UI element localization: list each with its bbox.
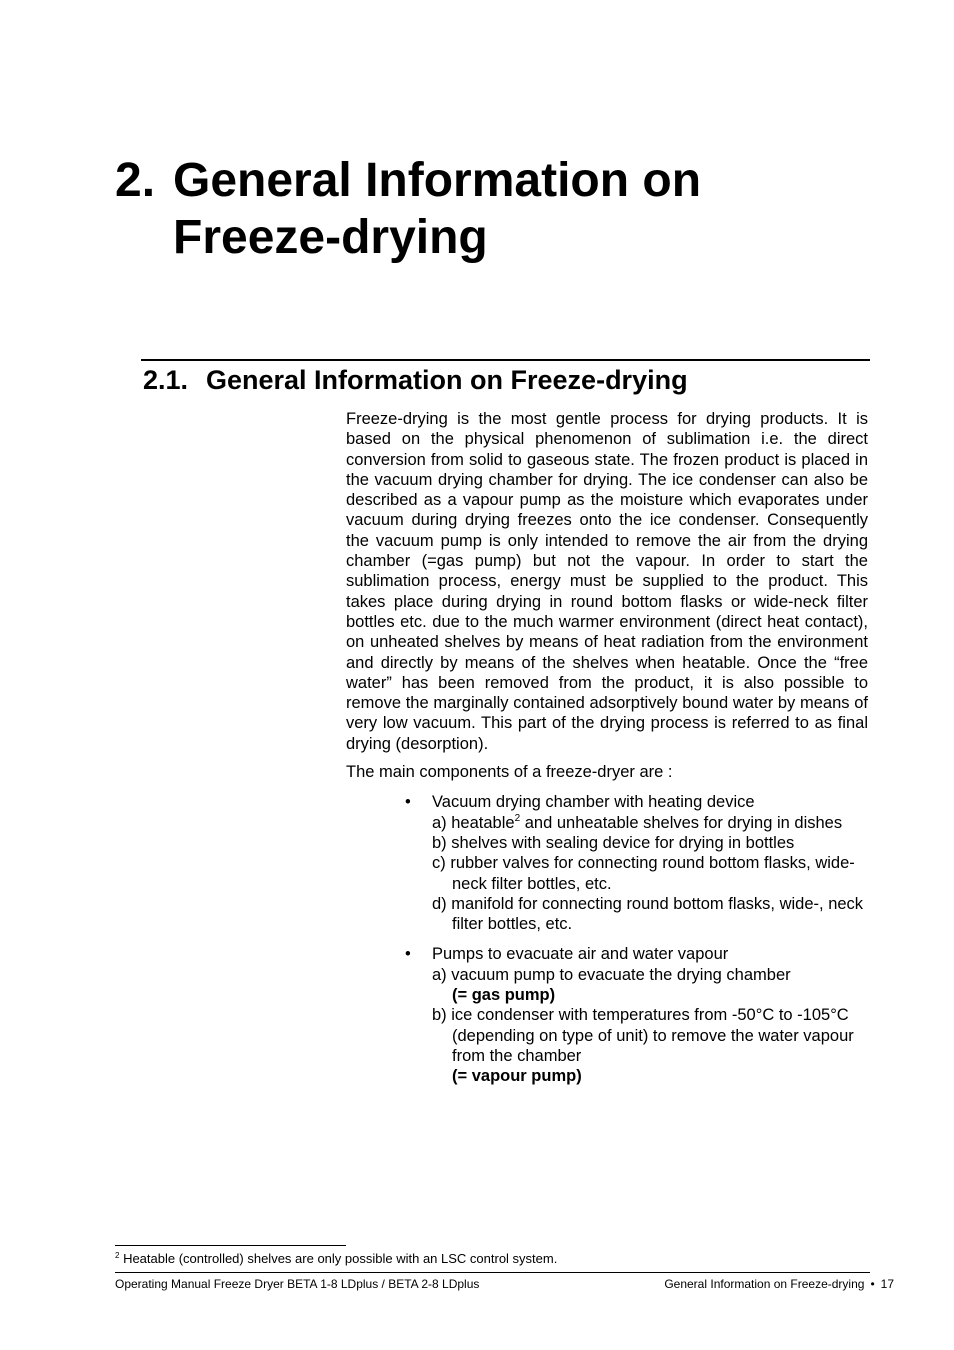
sub-item-d: d) manifold for connecting round bottom flasks, wide-, neck filter bottles, etc. — [432, 894, 864, 934]
bullet-marker: • — [405, 945, 411, 964]
section-divider — [141, 359, 870, 361]
page-number: 17 — [880, 1277, 894, 1291]
bullet-marker: • — [405, 793, 411, 812]
sub-item-a: a) vacuum pump to evacuate the drying chamber (= gas pump) — [432, 965, 791, 1005]
footnote-reference: 2 — [514, 812, 521, 824]
component-heading: Pumps to evacuate air and water vapour — [432, 945, 729, 964]
body-text — [346, 409, 868, 1097]
chapter-number: 2. — [115, 154, 156, 207]
footnote-divider — [115, 1245, 346, 1246]
sub-item-c: c) rubber valves for connecting round bottom flasks, wide-neck filter bottles, etc. — [432, 854, 855, 893]
vapour-pump-label: (= vapour pump) — [452, 1067, 582, 1086]
component-vacuum-chamber — [405, 792, 868, 934]
footer-page-info — [664, 1276, 894, 1292]
section-title-text: General Information on Freeze-drying — [206, 365, 688, 395]
footer-divider — [115, 1272, 870, 1273]
footnote-text: Heatable (controlled) shelves are only possible with an LSC control system. — [119, 1251, 558, 1266]
section-title — [143, 364, 688, 396]
footnote-marker: 2 — [115, 1251, 120, 1260]
footer-section: General Information on Freeze-drying — [664, 1277, 865, 1291]
components-list — [346, 792, 868, 1086]
gas-pump-label: (= gas pump) — [452, 986, 556, 1005]
chapter-title-text: General Information on Freeze-drying — [173, 154, 702, 264]
footer-separator: • — [870, 1277, 875, 1291]
components-intro: The main components of a freeze-dryer are : — [346, 763, 673, 782]
component-heading: Vacuum drying chamber with heating device — [432, 793, 755, 812]
section-number: 2.1. — [143, 365, 189, 395]
intro-paragraph: Freeze-drying is the most gentle process for drying products. It is based on the physical phenomenon of sublimation i.e. the direct conversion from solid to gaseous state. The frozen product is placed in the vacuum drying chamber for drying. The ice condenser can also be described as a vapour pump as the moisture which evaporates under vacuum during drying freezes onto the ice condenser. Consequently the vacuum pump is only intended to remove the air from the drying chamber (=gas pump) but not the vapour. In order to start the sublimation process, energy must be supplied to the product. This takes place during drying in round bottom flasks or wide-neck filter bottles etc. due to the much warmer environment (direct heat contact), on unheated shelves by means of heat radiation from the environment and directly by means of the shelves when heatable. Once the “free water” has been removed from the product, it is also possible to remove the marginally contained adsorptively bound water by means of very low vacuum. This part of the drying process is referred to as final drying (desorption). — [346, 410, 868, 753]
sub-item-b: b) ice condenser with temperatures from -50°C to -105°C (depending on type of unit) to remove the water vapour from the chamber (= vapour pump) — [432, 1006, 854, 1086]
sub-item-b: b) shelves with sealing device for drying in bottles — [432, 833, 795, 852]
footnote — [115, 1250, 557, 1268]
chapter-title — [115, 152, 793, 266]
sub-item-a: a) heatable$^2$ and unheatable shelves for drying in dishes — [432, 812, 843, 832]
footer-document-title: Operating Manual Freeze Dryer BETA 1-8 LDplus / BETA 2-8 LDplus — [115, 1277, 480, 1291]
component-pumps — [405, 944, 868, 1086]
